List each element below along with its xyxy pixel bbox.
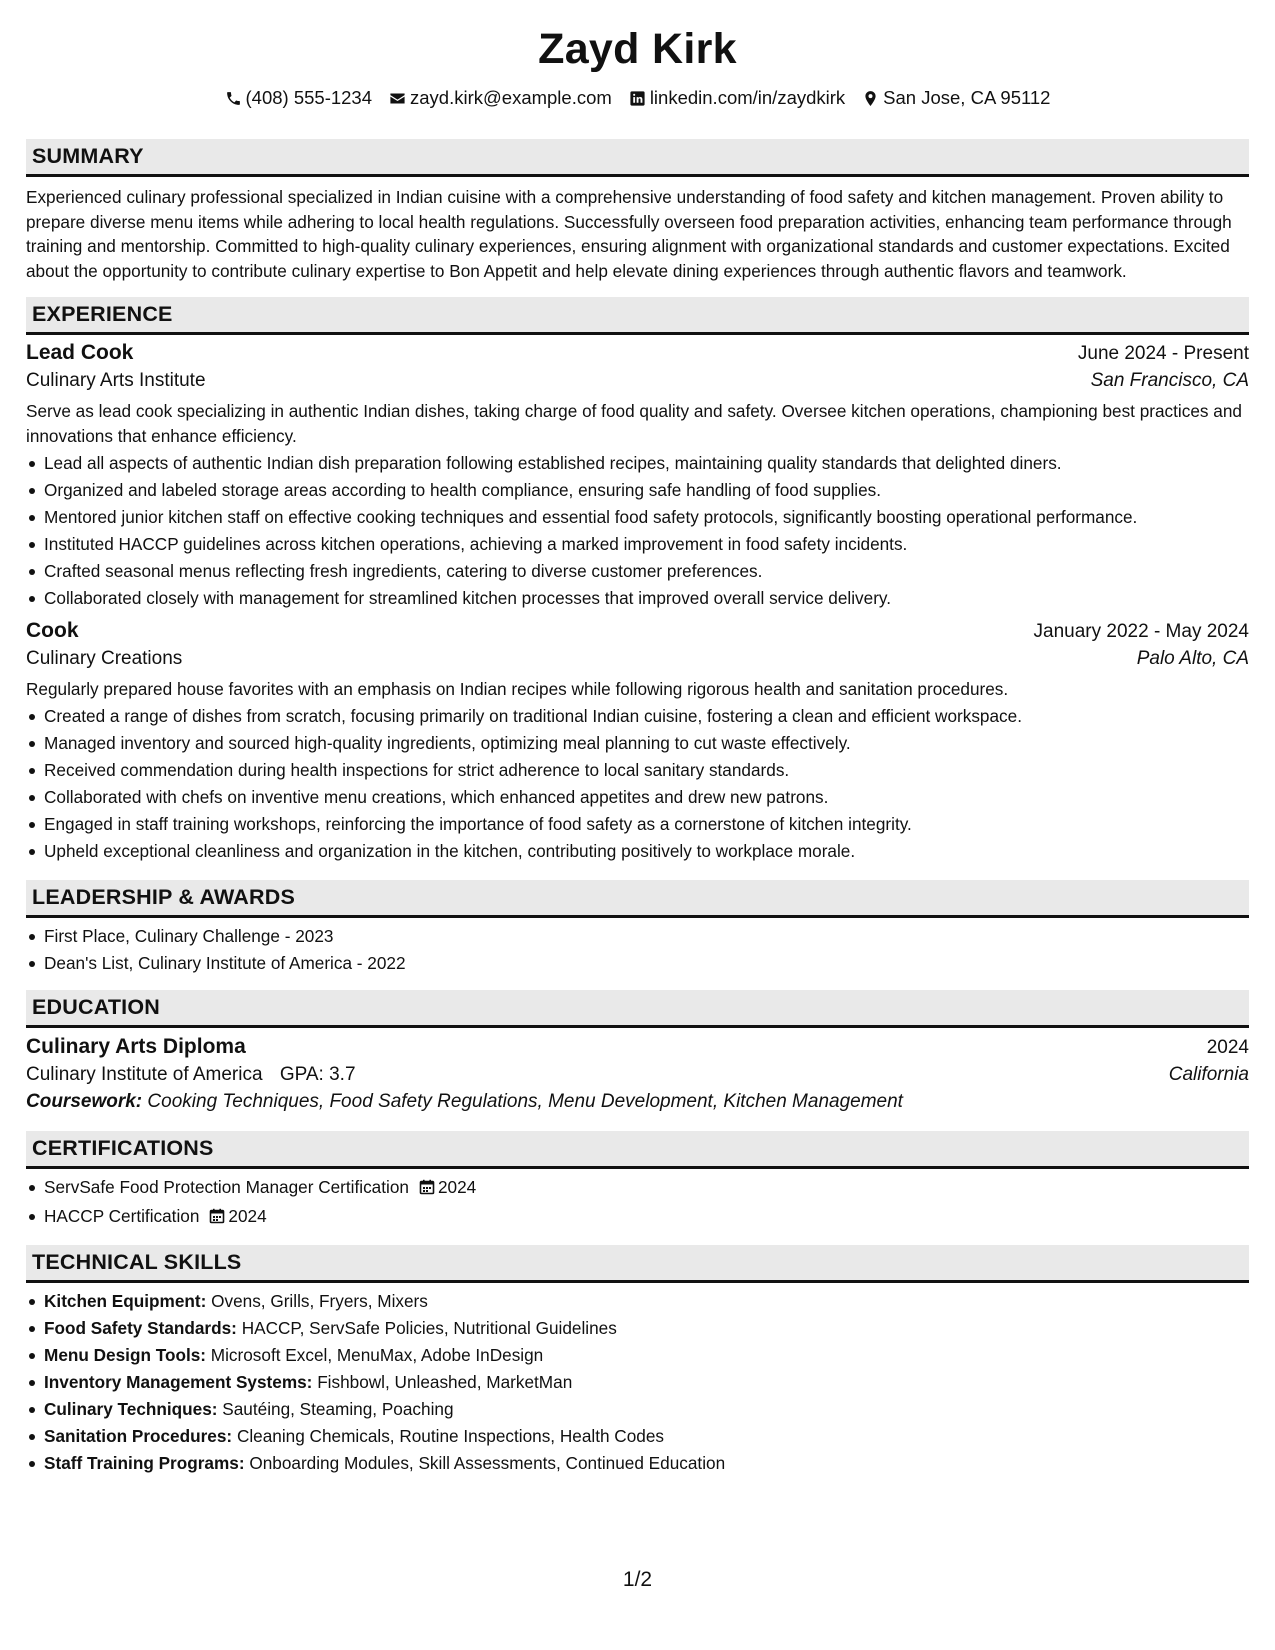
list-item: Dean's List, Culinary Institute of America - 2022 (26, 951, 1249, 975)
job-dates: June 2024 - Present (1077, 343, 1249, 365)
list-item: Collaborated with chefs on inventive menu creations, which enhanced appetites and drew new patrons. (26, 785, 1249, 809)
section-heading-skills: TECHNICAL SKILLS (26, 1245, 1249, 1283)
list-item (26, 1175, 1249, 1201)
location-text: San Jose, CA 95112 (883, 87, 1051, 108)
certifications-section (26, 1131, 1249, 1230)
list-item (26, 1316, 1249, 1340)
gpa: GPA: 3.7 (279, 1064, 356, 1085)
list-item: First Place, Culinary Challenge - 2023 (26, 924, 1249, 948)
certification-year: 2024 (228, 1206, 267, 1226)
school-name: Culinary Institute of America (26, 1064, 263, 1085)
coursework (26, 1091, 1249, 1113)
linkedin-link[interactable]: linkedin.com/in/zaydkirk (649, 87, 846, 108)
list-item: Received commendation during health inspections for strict adherence to local sanitary standards. (26, 758, 1249, 782)
calendar-icon (209, 1206, 225, 1230)
list-item: Lead all aspects of authentic Indian dish preparation following established recipes, maintaining quality standards that delighted diners. (26, 451, 1249, 475)
list-item: Crafted seasonal menus reflecting fresh ingredients, catering to diverse customer preferences. (26, 559, 1249, 583)
list-item (26, 1370, 1249, 1394)
section-heading-experience: EXPERIENCE (26, 297, 1249, 335)
job-description: Serve as lead cook specializing in authentic Indian dishes, taking charge of food quality and safety. Oversee kitchen operations, championing best practices and innovations that enhance efficiency. (26, 401, 1242, 446)
map-pin-icon (862, 90, 879, 107)
contact-linkedin[interactable] (629, 86, 845, 110)
list-item: Mentored junior kitchen staff on effective cooking techniques and essential food safety protocols, significantly boosting operational performance. (26, 505, 1249, 529)
list-item: Created a range of dishes from scratch, focusing primarily on traditional Indian cuisine, fostering a clean and efficient workspace. (26, 704, 1249, 728)
certification-name: ServSafe Food Protection Manager Certification (44, 1177, 409, 1197)
phone-text: (408) 555-1234 (245, 87, 373, 108)
summary-section (26, 139, 1249, 283)
section-heading-education: EDUCATION (26, 990, 1249, 1028)
coursework-list: Cooking Techniques, Food Safety Regulations, Menu Development, Kitchen Management (147, 1091, 903, 1112)
calendar-icon (419, 1177, 435, 1201)
skills-section (26, 1245, 1249, 1475)
contact-location (862, 86, 1050, 110)
job-bullets (26, 704, 1249, 863)
job-dates: January 2022 - May 2024 (1033, 621, 1249, 643)
section-heading-awards: LEADERSHIP & AWARDS (26, 880, 1249, 918)
linkedin-icon (629, 90, 646, 107)
job-bullets (26, 451, 1249, 610)
skill-label: Sanitation Procedures: (44, 1426, 233, 1447)
job-title: Lead Cook (26, 341, 134, 365)
skill-value: Cleaning Chemicals, Routine Inspections, Health Codes (236, 1426, 664, 1447)
school-location: California (1168, 1064, 1249, 1085)
list-item (26, 1204, 1249, 1230)
experience-section (26, 297, 1249, 863)
skill-value: HACCP, ServSafe Policies, Nutritional Guidelines (241, 1318, 617, 1339)
certifications-list (26, 1175, 1249, 1230)
list-item: Upheld exceptional cleanliness and organization in the kitchen, contributing positively to workplace morale. (26, 839, 1249, 863)
graduation-year: 2024 (1206, 1037, 1249, 1058)
candidate-name: Zayd Kirk (538, 25, 737, 73)
list-item: Managed inventory and sourced high-quality ingredients, optimizing meal planning to cut waste effectively. (26, 731, 1249, 755)
skills-list (26, 1289, 1249, 1475)
certification-year: 2024 (437, 1177, 477, 1197)
contact-phone (225, 86, 373, 110)
list-item: Collaborated closely with management for streamlined kitchen processes that improved overall service delivery. (26, 586, 1249, 610)
school-info (26, 1064, 356, 1086)
list-item (26, 1343, 1249, 1367)
coursework-label: Coursework: (26, 1091, 143, 1112)
list-item (26, 1424, 1249, 1448)
skill-value: Sautéing, Steaming, Poaching (222, 1399, 454, 1420)
list-item: Instituted HACCP guidelines across kitchen operations, achieving a marked improvement in food safety incidents. (26, 532, 1249, 556)
phone-icon (225, 90, 242, 107)
job-entry (26, 341, 1249, 610)
skill-label: Menu Design Tools: (44, 1345, 207, 1366)
page-number: 1/2 (622, 1568, 653, 1591)
awards-list (26, 924, 1249, 975)
job-entry (26, 619, 1249, 863)
email-link[interactable]: zayd.kirk@example.com (410, 87, 612, 108)
education-section (26, 990, 1249, 1113)
awards-section (26, 880, 1249, 975)
degree-name: Culinary Arts Diploma (26, 1035, 246, 1058)
skill-label: Inventory Management Systems: (44, 1372, 313, 1393)
contact-email[interactable] (389, 86, 612, 110)
list-item: Organized and labeled storage areas according to health compliance, ensuring safe handling of food supplies. (26, 478, 1249, 502)
list-item (26, 1397, 1249, 1421)
envelope-icon (389, 90, 406, 107)
contact-bar (26, 86, 1249, 110)
job-organization: Culinary Creations (26, 648, 183, 670)
skill-label: Staff Training Programs: (44, 1453, 245, 1474)
job-description: Regularly prepared house favorites with an emphasis on Indian recipes while following rigorous health and sanitation procedures. (26, 679, 1009, 700)
job-location: San Francisco, CA (1090, 370, 1249, 392)
skill-value: Onboarding Modules, Skill Assessments, Continued Education (249, 1453, 726, 1474)
job-organization: Culinary Arts Institute (26, 370, 206, 392)
skill-value: Microsoft Excel, MenuMax, Adobe InDesign (210, 1345, 544, 1366)
section-heading-summary: SUMMARY (26, 139, 1249, 177)
list-item (26, 1289, 1249, 1313)
summary-text: Experienced culinary professional specialized in Indian cuisine with a comprehensive understanding of food safety and kitchen management. Proven ability to prepare diverse menu items while adhering to local health regulations. Successfully overseen food preparation activities, enhancing team performance through training and mentorship. Committed to high-quality culinary experiences, ensuring alignment with organizational standards and customer expectations. Excited about the opportunity to contribute culinary expertise to Bon Appetit and help elevate dining experiences through authentic flavors and teamwork. (26, 187, 1232, 281)
skill-label: Culinary Techniques: (44, 1399, 218, 1420)
list-item (26, 1451, 1249, 1475)
skill-label: Kitchen Equipment: (44, 1291, 207, 1312)
skill-label: Food Safety Standards: (44, 1318, 237, 1339)
job-location: Palo Alto, CA (1136, 648, 1249, 670)
section-heading-certifications: CERTIFICATIONS (26, 1131, 1249, 1169)
certification-name: HACCP Certification (44, 1206, 200, 1226)
skill-value: Fishbowl, Unleashed, MarketMan (317, 1372, 573, 1393)
list-item: Engaged in staff training workshops, reinforcing the importance of food safety as a cornerstone of kitchen integrity. (26, 812, 1249, 836)
skill-value: Ovens, Grills, Fryers, Mixers (211, 1291, 428, 1312)
job-title: Cook (26, 619, 79, 643)
